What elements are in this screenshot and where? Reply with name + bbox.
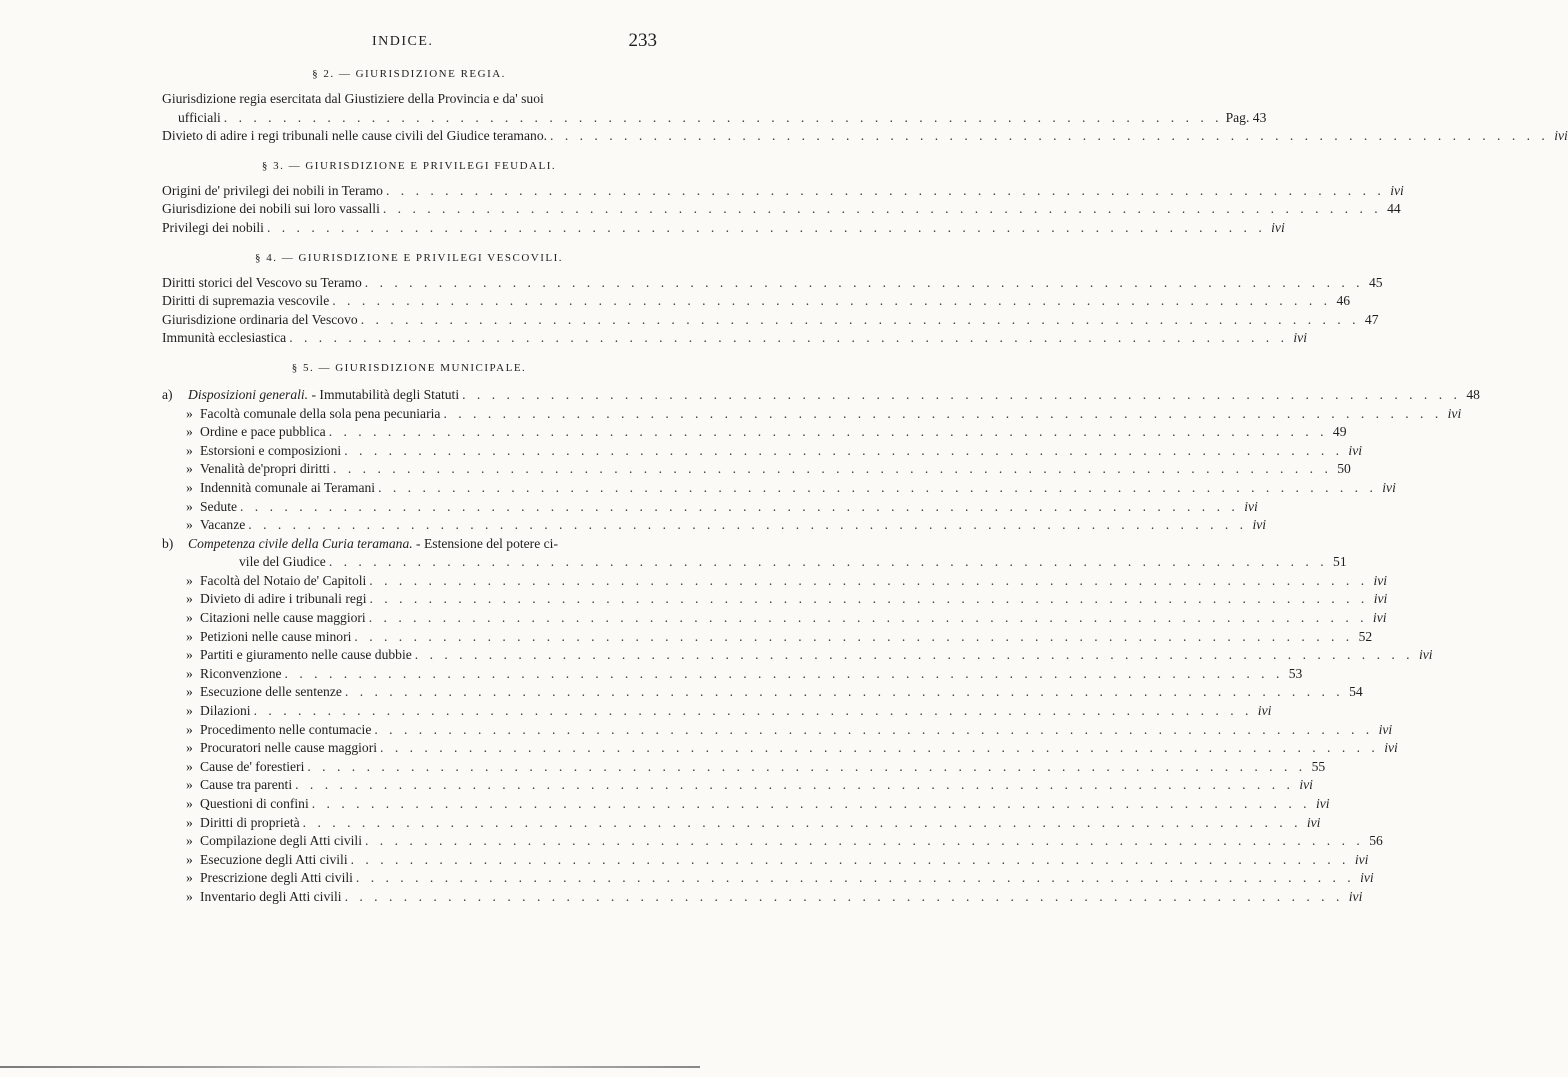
page-header — [0, 30, 700, 54]
page-reference: 50 — [1337, 461, 1351, 477]
dot-leader — [344, 442, 1343, 461]
ditto-mark: » — [186, 888, 193, 904]
page-reference: ivi — [1348, 442, 1363, 458]
page-reference: ivi — [1373, 591, 1388, 607]
page-reference: ivi — [1378, 721, 1393, 737]
dot-leader — [415, 646, 1414, 665]
ditto-mark: » — [186, 777, 193, 793]
entry-title: Divieto di adire i tribunali regi — [200, 591, 367, 607]
ditto-mark: » — [186, 796, 193, 811]
entry-title: Venalità de'propri diritti — [200, 461, 331, 477]
page-reference: 53 — [1288, 665, 1303, 681]
dot-leader — [361, 311, 1360, 330]
page-reference: 46 — [1336, 293, 1351, 309]
toc-subentry — [162, 609, 1387, 628]
toc-subentry — [162, 423, 1347, 442]
entry-title: Esecuzione degli Atti civili — [200, 851, 348, 867]
section-heading: § 2. — GIURISDIZIONE REGIA. — [312, 68, 506, 80]
entry-title: Procuratori nelle cause maggiori — [200, 740, 378, 756]
section-heading: § 3. — GIURISDIZIONE E PRIVILEGI FEUDALI. — [261, 159, 557, 172]
page-reference: ivi — [1372, 610, 1387, 626]
toc-subentry — [162, 572, 1388, 591]
dot-leader — [267, 219, 1266, 238]
page-reference: ivi — [1271, 219, 1285, 235]
entry-title: Diritti di supremazia vescovile — [162, 293, 330, 309]
toc-entry — [162, 200, 1401, 219]
running-title: INDICE. — [372, 34, 434, 49]
dot-leader — [462, 386, 1461, 405]
toc-entry — [162, 274, 1383, 293]
entry-title: Privilegi dei nobili — [162, 219, 264, 235]
dot-leader — [550, 127, 1549, 146]
section-heading: § 4. — GIURISDIZIONE E PRIVILEGI VESCOVILI. — [254, 251, 564, 264]
page-reference: 47 — [1364, 311, 1379, 327]
page-reference: ivi — [1354, 851, 1369, 867]
toc-subentry — [162, 721, 1393, 740]
dot-leader — [295, 776, 1294, 795]
dot-leader — [345, 888, 1344, 907]
bottom-edge-rule — [0, 1066, 700, 1068]
toc-subentry — [162, 869, 1374, 888]
entry-lead: Disposizioni generali. — [188, 386, 309, 402]
page-reference: 48 — [1466, 386, 1480, 402]
ditto-mark: » — [186, 758, 193, 774]
toc-subentry — [162, 702, 1272, 721]
ditto-mark: » — [186, 498, 193, 514]
ditto-mark: » — [186, 572, 193, 588]
page-reference: ivi — [1252, 517, 1267, 533]
ditto-mark: » — [186, 833, 193, 849]
section-heading: § 5. — GIURISDIZIONE MUNICIPALE. — [291, 361, 527, 374]
dot-leader — [254, 702, 1253, 721]
ditto-mark: » — [186, 814, 193, 830]
toc-entry-continuation — [162, 553, 1347, 572]
dot-leader — [369, 590, 1368, 609]
ditto-mark: » — [186, 647, 193, 663]
toc-entry — [162, 219, 1285, 238]
toc-entry-continuation — [162, 109, 1267, 128]
entry-title: Sedute — [200, 498, 237, 514]
dot-leader — [332, 292, 1331, 311]
entry-title: Estorsioni e composizioni — [200, 442, 342, 458]
page-reference: ivi — [1257, 703, 1272, 719]
entry-title: Giurisdizione regia esercitata dal Giustiziere della Provincia e da' suoi — [162, 91, 544, 106]
page-reference: ivi — [1373, 572, 1388, 588]
dot-leader — [345, 683, 1344, 702]
toc-entry — [162, 535, 656, 554]
entry-prefix: b) — [162, 535, 174, 551]
dot-leader — [365, 274, 1364, 293]
ditto-mark: » — [186, 517, 193, 533]
page-reference: 52 — [1358, 628, 1373, 644]
page-reference: 54 — [1349, 684, 1363, 700]
entry-title: Diritti storici del Vescovo su Teramo — [162, 274, 362, 290]
toc-subentry — [162, 683, 1363, 702]
page-reference: ivi — [1244, 498, 1258, 514]
page-reference: ivi — [1447, 405, 1462, 421]
toc-entry — [162, 90, 656, 109]
entry-title-continued: ufficiali — [178, 109, 221, 125]
entry-title — [188, 386, 459, 405]
entry-title: Compilazione degli Atti civili — [200, 833, 362, 849]
entry-title: Immunità ecclesiastica — [162, 330, 287, 346]
toc-subentry — [162, 498, 1258, 517]
ditto-mark: » — [186, 479, 193, 495]
entry-title: Inventario degli Atti civili — [200, 888, 342, 904]
ditto-mark: » — [186, 424, 193, 440]
dot-leader — [443, 405, 1442, 424]
toc-entry — [162, 292, 1351, 311]
dot-leader — [248, 516, 1247, 535]
page-reference: ivi — [1382, 479, 1396, 495]
ditto-mark: » — [186, 665, 193, 681]
page-reference: ivi — [1348, 888, 1363, 904]
dot-leader — [285, 665, 1284, 684]
entry-title: Questioni di confini — [200, 796, 309, 811]
toc-entry — [162, 311, 1379, 330]
dot-leader — [312, 795, 1311, 814]
ditto-mark: » — [186, 721, 193, 737]
toc-entry — [162, 127, 1568, 146]
entry-text: - Immutabilità degli Statuti — [308, 386, 460, 402]
page-reference: ivi — [1315, 796, 1330, 811]
toc-subentry — [162, 590, 1388, 609]
entry-title: Riconvenzione — [200, 665, 282, 681]
ditto-mark: » — [186, 405, 193, 421]
page-reference: 45 — [1368, 274, 1383, 290]
dot-leader — [224, 109, 1223, 128]
dot-leader — [386, 182, 1385, 201]
entry-title: Diritti di proprietà — [200, 814, 300, 830]
toc-subentry — [162, 888, 1363, 907]
entry-prefix: a) — [162, 386, 173, 402]
ditto-mark: » — [186, 740, 193, 756]
toc-subentry — [162, 460, 1351, 479]
dot-leader — [374, 721, 1373, 740]
dot-leader — [351, 851, 1350, 870]
ditto-mark: » — [186, 870, 193, 886]
ditto-mark: » — [186, 684, 193, 700]
entry-title: Dilazioni — [200, 703, 251, 719]
dot-leader — [289, 329, 1288, 348]
entry-title: Facoltà comunale della sola pena pecuniaria — [200, 405, 441, 421]
dot-leader — [333, 460, 1332, 479]
toc-entry — [162, 182, 1404, 201]
toc-subentry — [162, 832, 1383, 851]
page-number: 233 — [628, 30, 657, 51]
entry-title: Ordine e pace pubblica — [200, 424, 326, 440]
dot-leader — [380, 739, 1379, 758]
entry-title: Prescrizione degli Atti civili — [200, 870, 353, 886]
entry-title: Procedimento nelle contumacie — [200, 721, 372, 737]
page-reference: 44 — [1387, 201, 1401, 217]
entry-title: Citazioni nelle cause maggiori — [200, 610, 366, 626]
ditto-mark: » — [186, 628, 193, 644]
entry-title: Cause tra parenti — [200, 777, 293, 793]
page-reference: ivi — [1306, 814, 1321, 830]
toc-subentry — [162, 516, 1267, 535]
entry-title: Cause de' forestieri — [200, 758, 305, 774]
toc-entry — [162, 329, 1307, 348]
toc-subentry — [162, 851, 1369, 870]
ditto-mark: » — [186, 610, 193, 626]
page-reference: 49 — [1332, 424, 1347, 440]
entry-title: Esecuzione delle sentenze — [200, 684, 342, 700]
dot-leader — [369, 572, 1368, 591]
dot-leader — [303, 814, 1302, 833]
entry-title: Indennità comunale ai Teramani — [200, 479, 376, 495]
toc-subentry — [162, 814, 1321, 833]
dot-leader — [378, 479, 1377, 498]
ditto-mark: » — [186, 591, 193, 607]
dot-leader — [365, 832, 1364, 851]
toc-subentry — [162, 442, 1363, 461]
toc-subentry — [162, 479, 1396, 498]
toc-subentry — [162, 776, 1313, 795]
dot-leader — [369, 609, 1368, 628]
toc-subentry — [162, 758, 1326, 777]
entry-title-continued: vile del Giudice — [239, 554, 326, 570]
entry-title: Origini de' privilegi dei nobili in Teramo — [162, 182, 383, 198]
dot-leader — [240, 498, 1239, 517]
toc-section — [162, 250, 1383, 348]
toc-subentry — [162, 646, 1433, 665]
toc-section — [162, 158, 1404, 238]
entry-text: - Estensione del potere ci- — [412, 535, 558, 551]
toc-section — [162, 66, 1568, 146]
toc-subentry — [162, 739, 1398, 758]
entry-title: Partiti e giuramento nelle cause dubbie — [200, 647, 412, 663]
page-reference: ivi — [1293, 330, 1307, 346]
page-reference: ivi — [1390, 182, 1404, 198]
toc-entry — [162, 386, 1480, 405]
page-reference: ivi — [1418, 647, 1433, 663]
entry-title: Petizioni nelle cause minori — [200, 628, 352, 644]
entry-lead: Competenza civile della Curia teramana. — [188, 535, 413, 551]
entry-title: Giurisdizione dei nobili sui loro vassalli — [162, 201, 380, 217]
toc-section — [162, 360, 1480, 907]
page-reference: ivi — [1299, 777, 1313, 793]
dot-leader — [354, 628, 1353, 647]
page-reference: ivi — [1384, 740, 1398, 756]
entry-title: Facoltà del Notaio de' Capitoli — [200, 572, 367, 588]
dot-leader — [329, 423, 1328, 442]
dot-leader — [356, 869, 1355, 888]
table-of-contents — [162, 66, 1568, 907]
entry-title: Vacanze — [200, 517, 246, 533]
toc-subentry — [162, 628, 1373, 647]
page-reference: ivi — [1360, 870, 1374, 886]
toc-subentry — [162, 795, 1330, 814]
dot-leader — [307, 758, 1306, 777]
toc-subentry — [162, 665, 1303, 684]
page-reference: ivi — [1554, 128, 1568, 144]
page-reference: 56 — [1369, 833, 1383, 849]
dot-leader — [383, 200, 1382, 219]
dot-leader — [329, 553, 1328, 572]
page-reference: 55 — [1311, 758, 1326, 774]
entry-title: Divieto di adire i regi tribunali nelle cause civili del Giudice teramano. — [162, 128, 548, 144]
entry-title: Giurisdizione ordinaria del Vescovo — [162, 311, 358, 327]
ditto-mark: » — [186, 703, 193, 719]
ditto-mark: » — [186, 442, 193, 458]
ditto-mark: » — [186, 461, 193, 477]
entry-title — [188, 535, 656, 554]
toc-subentry — [162, 405, 1462, 424]
ditto-mark: » — [186, 851, 193, 867]
page-reference: 51 — [1333, 554, 1347, 570]
page-reference: Pag. 43 — [1225, 109, 1267, 125]
